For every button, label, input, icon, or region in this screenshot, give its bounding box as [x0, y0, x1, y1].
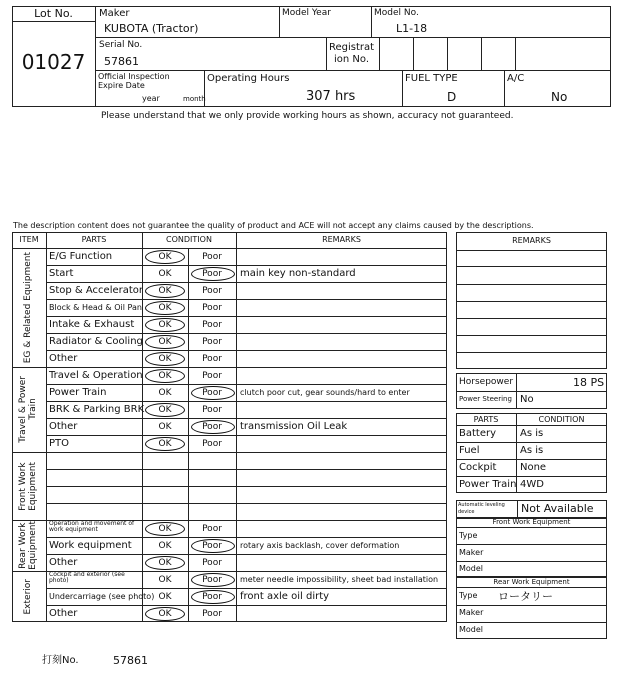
group-eg [12, 248, 46, 367]
ok-circle-marker [145, 607, 185, 621]
remark-text: main key non-standard [240, 268, 356, 279]
stamp-value: 57861 [113, 654, 148, 667]
condition-poor: Poor [202, 524, 222, 534]
group-rear-work-label: Equipment [28, 521, 38, 570]
condition-ok: OK [158, 541, 172, 551]
condition-poor: Poor [202, 592, 222, 602]
stamp-label: 打刻No. [42, 655, 79, 666]
poor-circle-marker [191, 573, 235, 587]
registration-label-2: ion No. [334, 54, 370, 65]
remark-text: transmission Oil Leak [240, 421, 348, 432]
condition-poor: Poor [202, 320, 222, 330]
condition-ok: OK [158, 337, 172, 347]
group-rear-work-label: Rear Work [18, 522, 29, 569]
condition-ok: OK [158, 405, 172, 415]
hours-note: Please understand that we only provide working hours as shown, accuracy not guaranteed. [101, 111, 514, 121]
part-label: Stop & Accelerator [49, 285, 144, 296]
group-exterior-label: Exterior [23, 578, 34, 615]
ok-circle-marker [145, 403, 185, 417]
condition-ok: OK [158, 252, 172, 262]
condition-poor: Poor [202, 609, 222, 619]
part-label: Other [49, 421, 78, 432]
front-work-label: Front Work Equipment [492, 518, 571, 526]
part-label: BRK & Parking BRK [49, 404, 145, 415]
remark-text: front axle oil dirty [240, 591, 330, 602]
power-train-label: Power Train [459, 479, 517, 490]
condition-poor: Poor [202, 354, 222, 364]
part-label: Intake & Exhaust [49, 319, 135, 330]
ok-circle-marker [145, 318, 185, 332]
part-label: Cockpit and exterior (see photo) [49, 571, 125, 585]
inspection-label-1: Official Inspection [98, 72, 170, 81]
part-label: Travel & Operation [49, 370, 143, 381]
year-label: year [142, 94, 160, 103]
ok-circle-marker [145, 522, 185, 536]
poor-circle-marker [191, 539, 235, 553]
part-label: Work equipment [49, 540, 132, 551]
front-type-label: Type [459, 531, 478, 540]
horsepower-value: 18 PS [573, 376, 605, 389]
part-label: PTO [49, 438, 70, 449]
group-travel [12, 367, 46, 452]
poor-circle-marker [191, 386, 235, 400]
condition-ok: OK [158, 320, 172, 330]
condition-poor: Poor [202, 337, 222, 347]
fuel-label: FUEL TYPE [405, 73, 458, 84]
serial-value: 57861 [104, 55, 139, 68]
condition-poor: Poor [202, 405, 222, 415]
auto-leveling-label-2: device [458, 509, 475, 515]
group-travel-label: Train [28, 398, 38, 421]
horsepower-label: Horsepower [459, 377, 514, 387]
remark-text: clutch poor cut, gear sounds/hard to enter [240, 388, 410, 397]
maker-value: KUBOTA (Tractor) [104, 22, 199, 35]
ok-circle-marker [145, 284, 185, 298]
condition-poor: Poor [202, 269, 222, 279]
model-no-label: Model No. [374, 8, 419, 18]
condition-header: CONDITION [538, 415, 585, 424]
rear-type-value: ロータリー [498, 590, 553, 603]
group-front-work-label: Equipment [28, 461, 38, 511]
fuel-label: Fuel [459, 445, 480, 456]
part-label: E/G Function [49, 251, 113, 262]
condition-poor: Poor [202, 303, 222, 313]
month-label: month [183, 95, 206, 103]
condition-poor: Poor [202, 252, 222, 262]
part-label: Power Train [49, 387, 107, 398]
ok-circle-marker [145, 301, 185, 315]
part-label: Other [49, 557, 78, 568]
power-steering-value: No [520, 394, 534, 405]
condition-poor: Poor [202, 439, 222, 449]
rear-type-label: Type [459, 591, 478, 600]
ac-label: A/C [507, 73, 525, 84]
power-steering-label: Power Steering [459, 395, 512, 403]
battery-value: As is [520, 428, 544, 439]
part-label: Start [49, 268, 74, 279]
part-label: Other [49, 608, 78, 619]
condition-ok: OK [158, 592, 172, 602]
condition-poor: Poor [202, 371, 222, 381]
ok-circle-marker [145, 556, 185, 570]
auto-leveling-value: Not Available [521, 502, 594, 515]
part-label: Other [49, 353, 78, 364]
ok-circle-marker [145, 335, 185, 349]
parts-header: PARTS [473, 415, 499, 424]
front-model-label: Model [459, 564, 484, 573]
ok-circle-marker [145, 352, 185, 366]
side-remarks-label: REMARKS [512, 236, 551, 245]
condition-poor: Poor [202, 575, 222, 585]
battery-label: Battery [459, 428, 497, 439]
condition-ok: OK [158, 286, 172, 296]
power-train-value: 4WD [520, 479, 544, 490]
condition-poor: Poor [202, 541, 222, 551]
group-travel-label: Travel & Power [18, 376, 29, 443]
group-rear-work [12, 520, 46, 571]
model-no-value: L1-18 [396, 22, 428, 35]
group-front-work-label: Front Work [18, 461, 29, 511]
remark-text: rotary axis backlash, cover deformation [240, 541, 400, 550]
header-remarks: REMARKS [322, 235, 361, 244]
group-eg-label: EG & Related Equipment [23, 251, 34, 364]
rear-model-label: Model [459, 625, 484, 634]
group-exterior [12, 571, 46, 622]
ac-value: No [551, 90, 568, 104]
part-label: Operation and movement of work equipment [49, 520, 135, 534]
condition-ok: OK [158, 422, 172, 432]
fuel-value: As is [520, 445, 544, 456]
inspection-label-2: Expire Date [98, 81, 145, 90]
hours-label: Operating Hours [207, 73, 290, 84]
header-item: ITEM [19, 235, 39, 244]
ok-circle-marker [145, 250, 185, 264]
poor-circle-marker [191, 267, 235, 281]
lot-number: 01027 [21, 50, 86, 74]
poor-circle-marker [191, 590, 235, 604]
poor-circle-marker [191, 420, 235, 434]
condition-ok: OK [158, 439, 172, 449]
group-front-work [12, 452, 46, 520]
condition-ok: OK [158, 609, 172, 619]
condition-poor: Poor [202, 422, 222, 432]
condition-poor: Poor [202, 388, 222, 398]
auto-leveling-label-1: Automatic leveling [458, 502, 505, 508]
rear-maker-label: Maker [459, 608, 484, 617]
condition-ok: OK [158, 354, 172, 364]
front-maker-label: Maker [459, 548, 484, 557]
condition-ok: OK [158, 303, 172, 313]
condition-poor: Poor [202, 558, 222, 568]
fuel-value: D [447, 90, 457, 104]
ok-circle-marker [145, 369, 185, 383]
ok-circle-marker [145, 437, 185, 451]
part-label: Radiator & Cooling [49, 336, 143, 347]
condition-ok: OK [158, 269, 172, 279]
model-year-label: Model Year [282, 8, 331, 18]
part-label: Block & Head & Oil Pan [49, 303, 142, 312]
description-note: The description content does not guarantee the quality of product and ACE will not accept any claims caused by the descriptions. [13, 221, 534, 230]
remark-text: meter needle impossibility, sheet bad installation [240, 575, 439, 584]
condition-ok: OK [158, 371, 172, 381]
rear-work-label: Rear Work Equipment [493, 578, 570, 586]
lot-label: Lot No. [34, 7, 73, 20]
cockpit-label: Cockpit [459, 462, 497, 473]
condition-ok: OK [158, 388, 172, 398]
registration-label-1: Registrat [329, 42, 375, 53]
header-condition: CONDITION [166, 235, 212, 244]
condition-ok: OK [158, 524, 172, 534]
condition-ok: OK [158, 575, 172, 585]
part-label: Undercarriage (see photo) [49, 592, 155, 601]
condition-poor: Poor [202, 286, 222, 296]
cockpit-value: None [520, 462, 547, 473]
serial-label: Serial No. [99, 40, 143, 50]
hours-value: 307 hrs [306, 89, 356, 104]
maker-label: Maker [99, 8, 130, 19]
header-parts: PARTS [81, 235, 107, 244]
condition-ok: OK [158, 558, 172, 568]
